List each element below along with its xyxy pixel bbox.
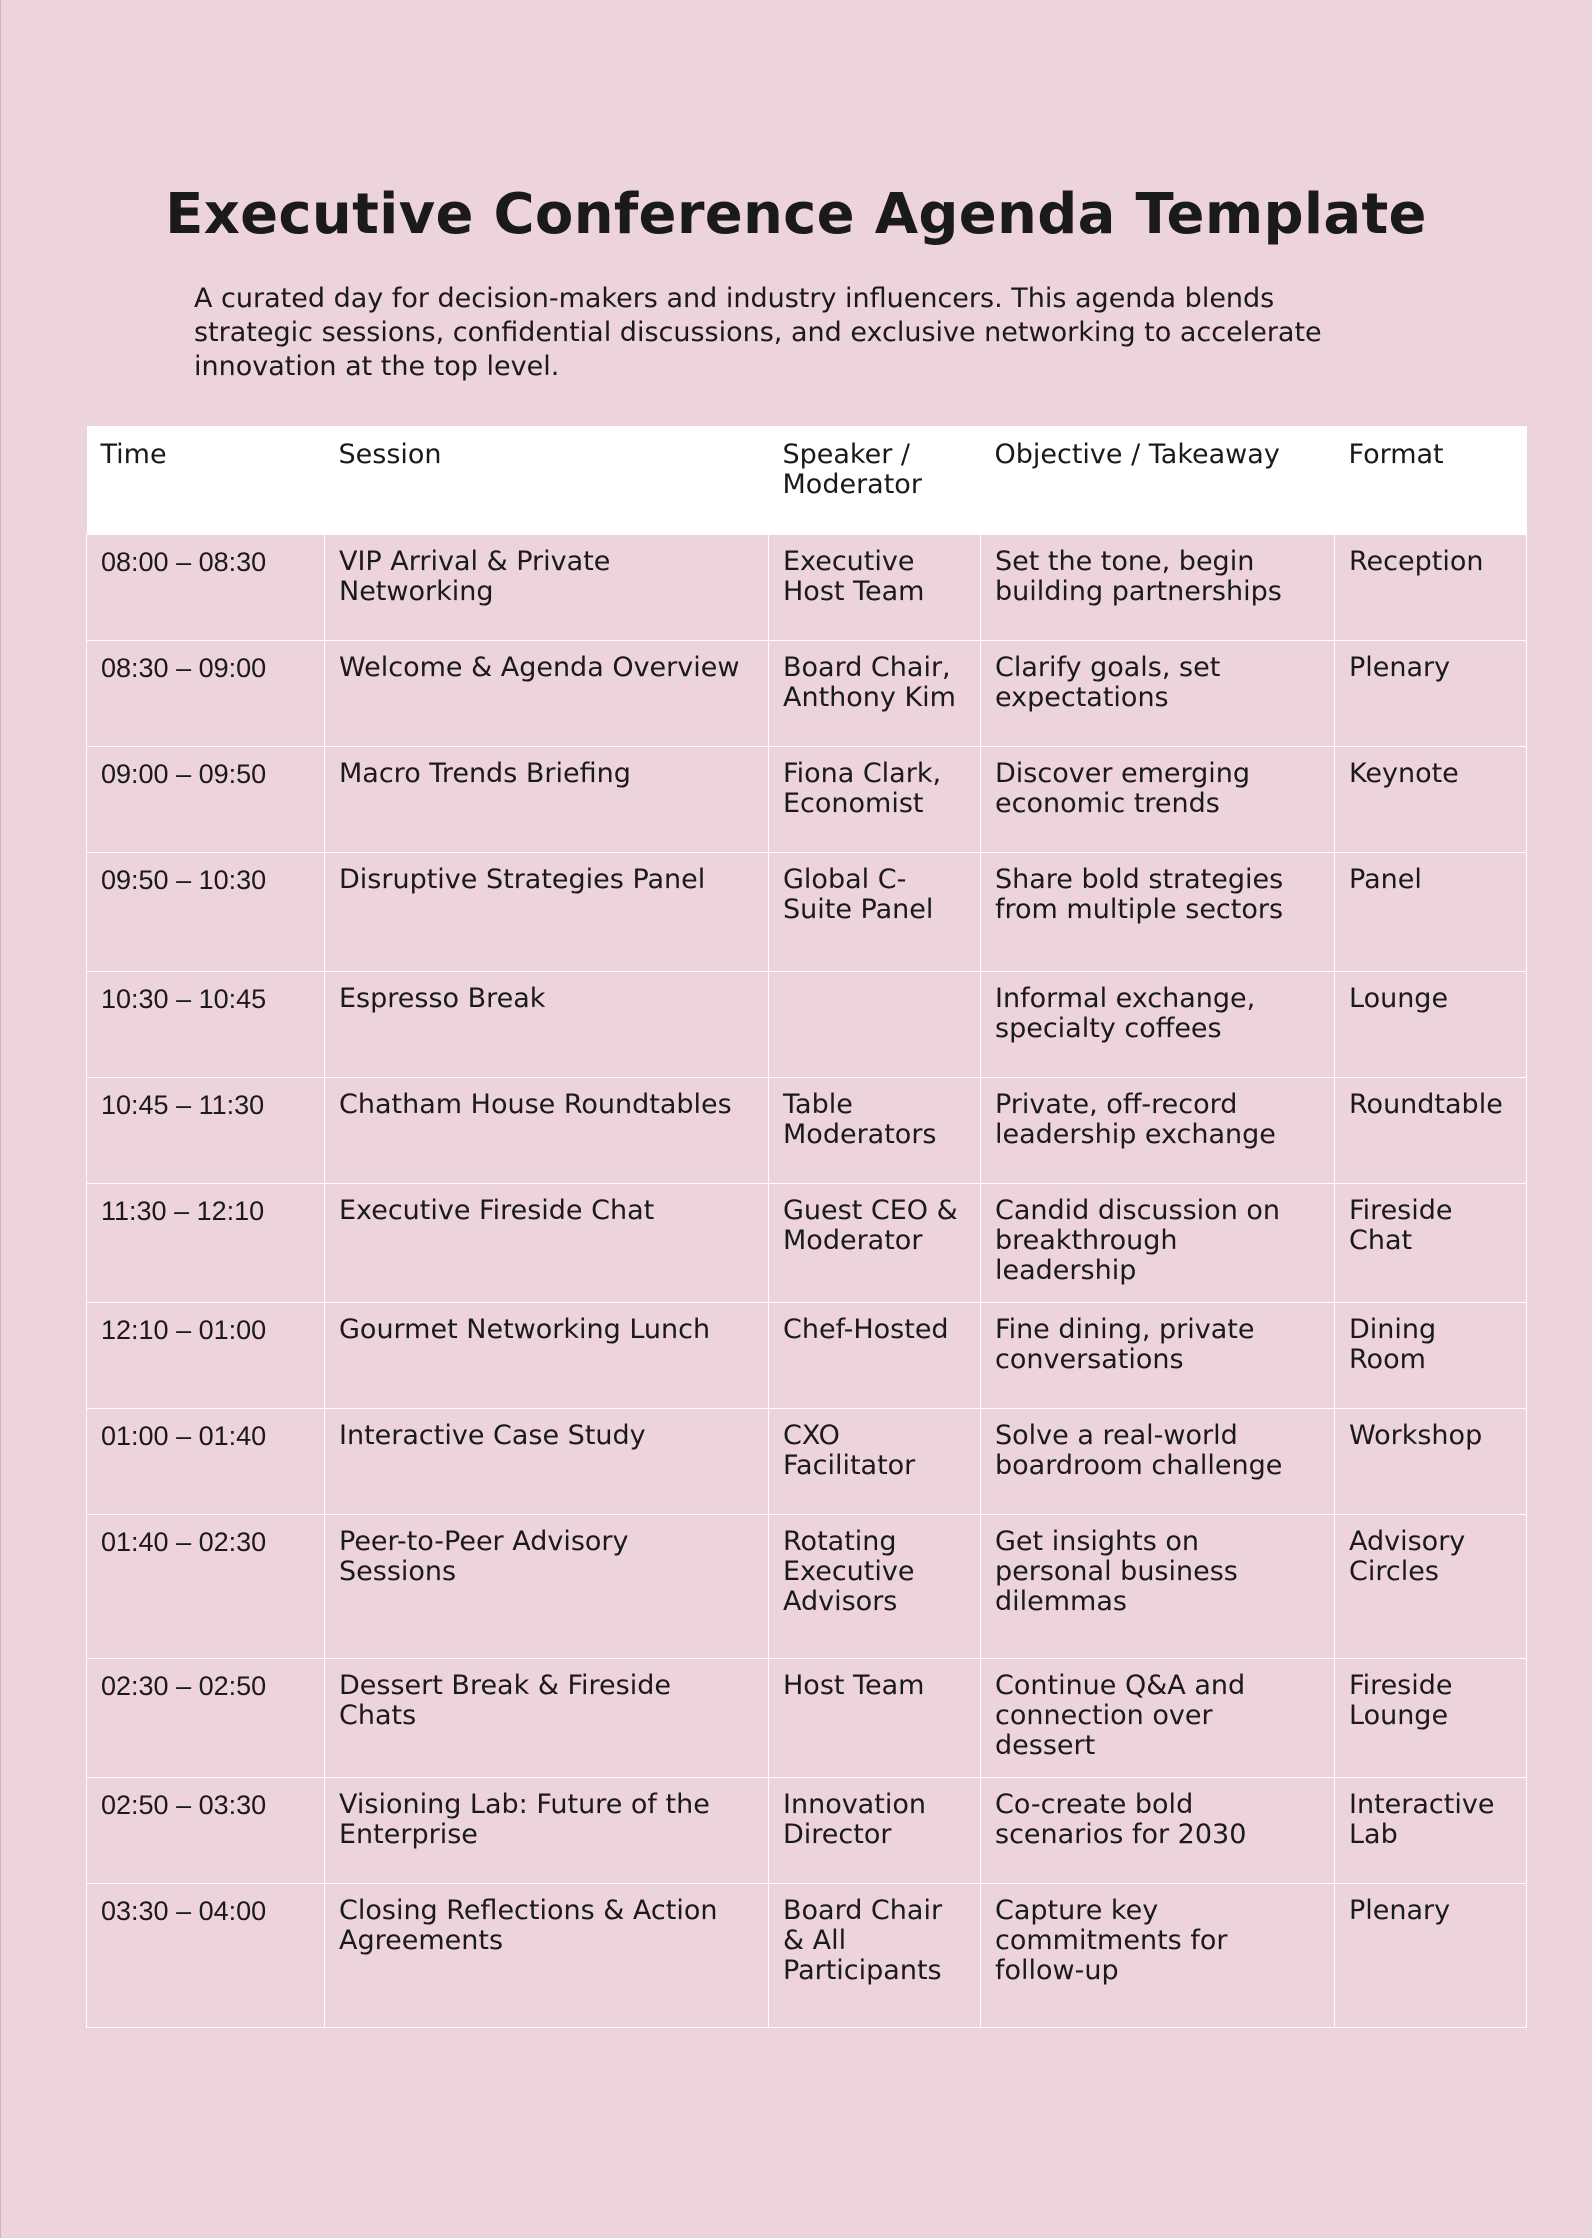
time-cell: 09:00 – 09:50 [87,746,325,852]
speaker-cell: Fiona Clark, Economist [769,746,981,852]
session-cell: Gourmet Networking Lunch [325,1302,769,1408]
agenda-table-body [87,534,1527,2027]
objective-cell: Informal exchange, specialty coffees [981,971,1335,1077]
time-cell: 10:45 – 11:30 [87,1077,325,1183]
format-cell: Roundtable [1335,1077,1527,1183]
objective-cell: Get insights on personal business dilemmas [981,1514,1335,1658]
time-cell: 12:10 – 01:00 [87,1302,325,1408]
format-cell: Plenary [1335,640,1527,746]
header-objective: Objective / Takeaway [994,439,1280,470]
agenda-table-header [87,426,1527,534]
objective-cell: Continue Q&A and connection over dessert [981,1658,1335,1777]
header-session: Session [338,439,442,470]
session-cell: Interactive Case Study [325,1408,769,1514]
time-cell: 11:30 – 12:10 [87,1183,325,1302]
speaker-cell: Rotating Executive Advisors [769,1514,981,1658]
table-row [87,1658,1527,1777]
speaker-cell: Global C-Suite Panel [769,852,981,971]
objective-cell: Solve a real-world boardroom challenge [981,1408,1335,1514]
objective-cell: Private, off-record leadership exchange [981,1077,1335,1183]
session-cell: Disruptive Strategies Panel [325,852,769,971]
time-cell: 02:30 – 02:50 [87,1658,325,1777]
speaker-cell: Guest CEO & Moderator [769,1183,981,1302]
speaker-cell: Table Moderators [769,1077,981,1183]
session-cell: Dessert Break & Fireside Chats [325,1658,769,1777]
format-cell: Fireside Chat [1335,1183,1527,1302]
time-cell: 02:50 – 03:30 [87,1777,325,1883]
speaker-cell: Board Chair, Anthony Kim [769,640,981,746]
session-cell: Welcome & Agenda Overview [325,640,769,746]
session-cell: Visioning Lab: Future of the Enterprise [325,1777,769,1883]
format-cell: Advisory Circles [1335,1514,1527,1658]
objective-cell: Co-create bold scenarios for 2030 [981,1777,1335,1883]
table-row [87,1883,1527,2027]
time-cell: 08:00 – 08:30 [87,534,325,640]
objective-cell: Set the tone, begin building partnerships [981,534,1335,640]
speaker-cell [769,971,981,1077]
session-cell: Closing Reflections & Action Agreements [325,1883,769,2027]
table-row [87,640,1527,746]
time-cell: 10:30 – 10:45 [87,971,325,1077]
table-row [87,1514,1527,1658]
format-cell: Dining Room [1335,1302,1527,1408]
time-cell: 01:00 – 01:40 [87,1408,325,1514]
intro-paragraph: A curated day for decision-makers and industry influencers. This agenda blends strategic sessions, confidential discussions, and exclusive networking to accelerate innovation at the top level. [194,283,1322,382]
time-cell: 08:30 – 09:00 [87,640,325,746]
speaker-cell: CXO Facilitator [769,1408,981,1514]
table-row [87,852,1527,971]
table-row [87,1183,1527,1302]
format-cell: Reception [1335,534,1527,640]
session-cell: Chatham House Roundtables [325,1077,769,1183]
page-title: Executive Conference Agenda Template [165,182,1427,247]
format-cell: Fireside Lounge [1335,1658,1527,1777]
format-cell: Keynote [1335,746,1527,852]
table-row [87,534,1527,640]
speaker-cell: Innovation Director [769,1777,981,1883]
objective-cell: Candid discussion on breakthrough leadership [981,1183,1335,1302]
objective-cell: Share bold strategies from multiple sectors [981,852,1335,971]
speaker-cell: Host Team [769,1658,981,1777]
table-row [87,1408,1527,1514]
header-time: Time [100,439,167,470]
session-cell: Espresso Break [325,971,769,1077]
objective-cell: Clarify goals, set expectations [981,640,1335,746]
speaker-cell: Board Chair & All Participants [769,1883,981,2027]
table-row [87,1302,1527,1408]
table-row [87,1077,1527,1183]
header-speaker: Speaker / Moderator [782,439,922,500]
session-cell: VIP Arrival & Private Networking [325,534,769,640]
agenda-table [86,426,1527,2028]
header-format: Format [1348,439,1444,470]
format-cell: Plenary [1335,1883,1527,2027]
format-cell: Panel [1335,852,1527,971]
table-row [87,1777,1527,1883]
objective-cell: Capture key commitments for follow-up [981,1883,1335,2027]
speaker-cell: Executive Host Team [769,534,981,640]
session-cell: Peer-to-Peer Advisory Sessions [325,1514,769,1658]
session-cell: Macro Trends Briefing [325,746,769,852]
speaker-cell: Chef-Hosted [769,1302,981,1408]
table-row [87,746,1527,852]
table-row [87,971,1527,1077]
format-cell: Lounge [1335,971,1527,1077]
format-cell: Workshop [1335,1408,1527,1514]
format-cell: Interactive Lab [1335,1777,1527,1883]
header-row [87,426,1527,534]
objective-cell: Discover emerging economic trends [981,746,1335,852]
time-cell: 01:40 – 02:30 [87,1514,325,1658]
time-cell: 09:50 – 10:30 [87,852,325,971]
objective-cell: Fine dining, private conversations [981,1302,1335,1408]
session-cell: Executive Fireside Chat [325,1183,769,1302]
time-cell: 03:30 – 04:00 [87,1883,325,2027]
